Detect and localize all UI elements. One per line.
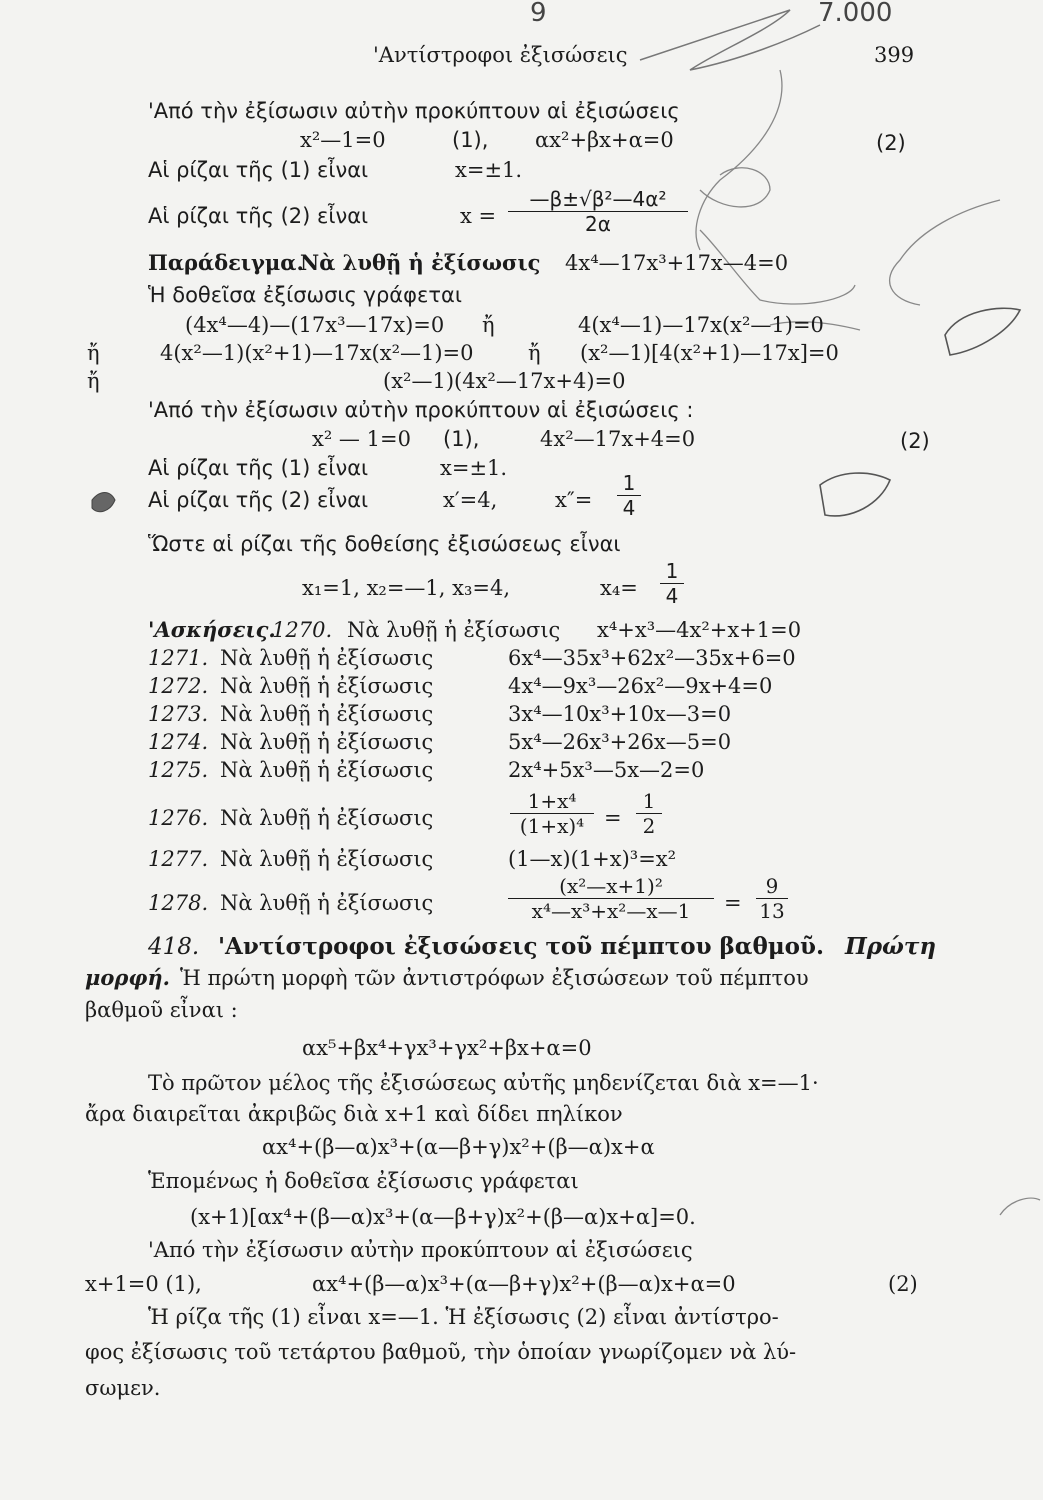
exercise-number: 1278. [148, 891, 209, 915]
text-line: βαθμοῦ εἶναι : [85, 998, 238, 1022]
fraction [756, 875, 788, 922]
equation-number: (1), [452, 128, 489, 152]
exercise-number: 1275. [148, 758, 209, 782]
exercise-equation: 3x⁴—10x³+10x—3=0 [508, 702, 732, 726]
section-subtitle: Πρώτη [845, 933, 937, 960]
equation: αx²+βx+α=0 [535, 128, 674, 152]
equation: 4x²—17x+4=0 [540, 427, 696, 451]
numerator: 1 [665, 559, 679, 583]
numerator: 1 [622, 471, 636, 495]
section-subtitle: μορφή. [85, 965, 170, 990]
denominator: 2α [585, 212, 611, 236]
text-line: Ἡ πρώτη μορφὴ τῶν ἀντιστρόφων ἐξισώσεων τοῦ πέμπτου [180, 966, 809, 990]
numerator: 1+x⁴ [527, 789, 577, 813]
equation: x=±1. [440, 456, 508, 480]
text-line: Αἱ ρίζαι τῆς (1) εἶναι [148, 158, 369, 182]
or-word: ἤ [528, 341, 541, 365]
exercise-number: 1272. [148, 674, 209, 698]
text-line: Ἑπομένως ἡ δοθεῖσα ἐξίσωσις γράφεται [148, 1169, 579, 1193]
equation: 4(x²—1)(x²+1)—17x(x²—1)=0 [160, 341, 474, 365]
equation: αx⁴+(β—α)x³+(α—β+γ)x²+(β—α)x+α [262, 1135, 655, 1159]
section-number: 418. [148, 934, 200, 960]
equals-sign: = [604, 806, 622, 830]
equation: x₁=1, x₂=—1, x₃=4, [302, 576, 511, 600]
equation-number: (2) [900, 429, 930, 453]
fraction [508, 188, 688, 235]
equation: x² — 1=0 [312, 427, 411, 451]
exercise-equation: 2x⁴+5x³—5x—2=0 [508, 758, 705, 782]
text-line: φος ἐξίσωσις τοῦ τετάρτου βαθμοῦ, τὴν ὁποίαν γνωρίζομεν νὰ λύ- [85, 1340, 797, 1364]
exercise-text: Νὰ λυθῇ ἡ ἐξίσωσις [220, 730, 434, 754]
text-line: Αἱ ρίζαι τῆς (1) εἶναι [148, 456, 369, 480]
running-title: 'Αντίστροφοι ἐξισώσεις [373, 43, 628, 67]
text-line: Τὸ πρῶτον μέλος τῆς ἐξισώσεως αὐτῆς μηδενίζεται διὰ x=—1· [148, 1071, 819, 1095]
exercise-number: 1273. [148, 702, 209, 726]
exercise-text: Νὰ λυθῇ ἡ ἐξίσωσις [347, 618, 561, 642]
equation: x²—1=0 [300, 128, 386, 152]
page-number: 399 [874, 43, 915, 67]
equation-number: (1), [443, 427, 480, 451]
exercise-text: Νὰ λυθῇ ἡ ἐξίσωσις [220, 702, 434, 726]
handwritten-note: 9 [530, 0, 547, 28]
text-line: Αἱ ρίζαι τῆς (2) εἶναι [148, 488, 369, 512]
exercise-equation: x⁴+x³—4x²+x+1=0 [597, 618, 802, 642]
denominator: 2 [642, 814, 656, 838]
denominator: 13 [759, 899, 785, 923]
or-word: ἤ [87, 369, 100, 393]
fraction [510, 790, 594, 837]
fraction [617, 472, 641, 519]
exercise-text: Νὰ λυθῇ ἡ ἐξίσωσις [220, 806, 434, 830]
text-line: Ὥστε αἱ ρίζαι τῆς δοθείσης ἐξισώσεως εἶναι [148, 532, 621, 556]
equation: x₄= [600, 576, 638, 600]
exercise-text: Νὰ λυθῇ ἡ ἐξίσωσις [220, 646, 434, 670]
text-line: Αἱ ρίζαι τῆς (2) εἶναι [148, 204, 369, 228]
example-text: Νὰ λυθῇ ἡ ἐξίσωσις [300, 250, 541, 275]
denominator: (1+x)⁴ [519, 814, 585, 838]
equation: αx⁴+(β—α)x³+(α—β+γ)x²+(β—α)x+α=0 [312, 1272, 736, 1296]
section-title: 'Αντίστροφοι ἐξισώσεις τοῦ πέμπτου βαθμοῦ. [218, 933, 824, 960]
or-word: ἤ [482, 313, 495, 337]
equals-sign: = [724, 891, 742, 915]
equation-number: (2) [888, 1272, 918, 1296]
handwritten-number: 7.000 [818, 0, 893, 28]
example-label: Παράδειγμα. [148, 250, 304, 275]
exercise-text: Νὰ λυθῇ ἡ ἐξίσωσις [220, 847, 434, 871]
equation: 4(x⁴—1)—17x(x²—1)=0 [578, 313, 824, 337]
exercise-equation: 6x⁴—35x³+62x²—35x+6=0 [508, 646, 796, 670]
denominator: x⁴—x³+x²—x—1 [531, 899, 691, 923]
exercise-number: 1277. [148, 847, 209, 871]
numerator: 9 [765, 874, 779, 898]
numerator: 1 [642, 789, 656, 813]
equation: (x²—1)(4x²—17x+4)=0 [383, 369, 626, 393]
numerator: —β±√β²—4α² [529, 187, 667, 211]
exercise-number: 1271. [148, 646, 209, 670]
exercise-number: 1270. [272, 618, 333, 642]
text-line: ἄρα διαιρεῖται ἀκριβῶς διὰ x+1 καὶ δίδει πηλίκον [85, 1102, 623, 1126]
numerator: (x²—x+1)² [559, 874, 663, 898]
equation-number: (2) [876, 131, 906, 155]
equation: (x+1)[αx⁴+(β—α)x³+(α—β+γ)x²+(β—α)x+α]=0. [190, 1205, 696, 1229]
denominator: 4 [622, 496, 636, 520]
fraction [636, 790, 662, 837]
text-line: 'Από τὴν ἐξίσωσιν αὐτὴν προκύπτουν αἱ ἐξισώσεις : [148, 398, 694, 422]
equation: (4x⁴—4)—(17x³—17x)=0 [185, 313, 445, 337]
text-line: Ἡ δοθεῖσα ἐξίσωσις γράφεται [148, 283, 462, 307]
exercise-number: 1274. [148, 730, 209, 754]
equation: x+1=0 (1), [85, 1272, 202, 1296]
text-line: 'Από τὴν ἐξίσωσιν αὐτὴν προκύπτουν αἱ ἐξισώσεις [148, 1238, 693, 1262]
text-line: σωμεν. [85, 1376, 161, 1400]
exercise-number: 1276. [148, 806, 209, 830]
exercises-heading: 'Ασκήσεις. [148, 617, 276, 642]
exercise-equation: 4x⁴—9x³—26x²—9x+4=0 [508, 674, 773, 698]
equation: x=±1. [455, 158, 523, 182]
text-line: 'Από τὴν ἐξίσωσιν αὐτὴν προκύπτουν αἱ ἐξισώσεις [148, 99, 680, 123]
equation: x″= [555, 488, 593, 512]
exercise-text: Νὰ λυθῇ ἡ ἐξίσωσις [220, 891, 434, 915]
equation: 4x⁴—17x³+17x—4=0 [565, 251, 789, 275]
equation: αx⁵+βx⁴+γx³+γx²+βx+α=0 [302, 1036, 592, 1060]
denominator: 4 [665, 584, 679, 608]
fraction [660, 560, 684, 607]
exercise-text: Νὰ λυθῇ ἡ ἐξίσωσις [220, 674, 434, 698]
text-line: Ἡ ρίζα τῆς (1) εἶναι x=—1. Ἡ ἐξίσωσις (2) εἶναι ἀντίστρο- [148, 1305, 779, 1329]
exercise-text: Νὰ λυθῇ ἡ ἐξίσωσις [220, 758, 434, 782]
exercise-equation: 5x⁴—26x³+26x—5=0 [508, 730, 732, 754]
fraction [508, 875, 714, 922]
exercise-equation: (1—x)(1+x)³=x² [508, 847, 677, 871]
equation: x = [460, 204, 497, 228]
equation: (x²—1)[4(x²+1)—17x]=0 [580, 341, 839, 365]
equation: x′=4, [443, 488, 498, 512]
or-word: ἤ [87, 341, 100, 365]
